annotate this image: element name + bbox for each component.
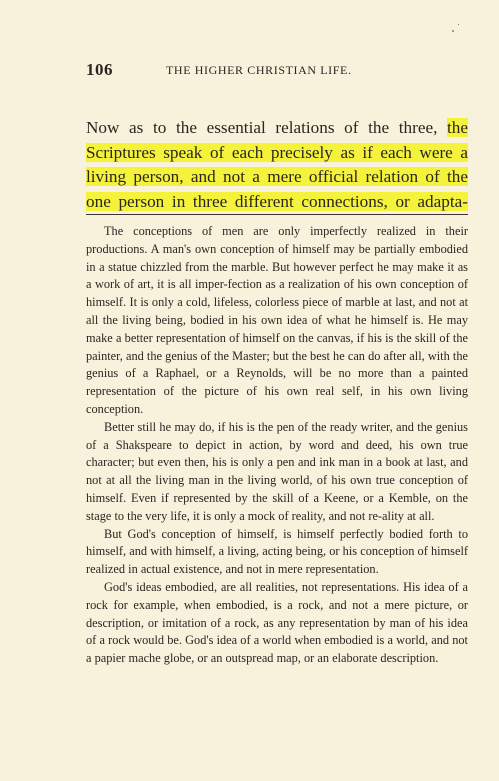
ink-speck	[458, 24, 459, 25]
divider-rule	[86, 214, 468, 215]
excerpt-line	[86, 165, 468, 190]
highlighted-text[interactable]: living person, and not a mere official relation of the	[86, 167, 468, 186]
page-header	[86, 60, 441, 82]
highlighted-text[interactable]: the	[447, 118, 468, 137]
highlighted-text[interactable]: Scriptures speak of each precisely as if each were a	[86, 142, 468, 162]
body-text	[86, 223, 468, 668]
excerpt-line	[86, 116, 468, 141]
paragraph: God's ideas embodied, are all realities, not representations. His idea of a rock for example, when embodied, is a rock, and not a mere picture, or description, or imitation of a rock, as any representation by man of his idea of a rock would be. God's idea of a world when embodied is a world, and not a papier mache globe, or an outspread map, or an elaborate description.	[86, 579, 468, 666]
page-number: 106	[86, 60, 113, 79]
paragraph: Better still he may do, if his is the pen of the ready writer, and the genius of a Shakspeare to depict in action, by word and deed, his own true character; but even then, his is only a pen and ink man in a book at last, and not at all the living man in the living world, of his own true conception of himself. Even if represented by the skill of a Keene, or a Kemble, on the stage to the very life, it is only a mock of reality, and not re-ality at all.	[86, 419, 468, 523]
highlighted-excerpt	[86, 116, 468, 214]
highlighted-text[interactable]: one person in three different connections, or adapta-	[86, 191, 468, 211]
ink-speck	[452, 30, 454, 32]
paragraph: The conceptions of men are only imperfectly realized in their productions. A man's own conception of himself may be partially embodied in a statue chizzled from the marble. But however perfect he may make it as a work of art, it is all imper-fection as a realization of his own conception of himself. It is only a cold, lifeless, colorless piece of marble at last, and not at all the living being, bodied in his own idea of what he himself is. He may make a better representation of himself on the canvas, if his is the skill of the painter, and the genius of the Master; but the best he can do after all, with the genius of a Raphael, or a Reynolds, will be no more than a painted representation of the picture of his own real self, in his own living conception.	[86, 224, 468, 416]
excerpt-line	[86, 141, 468, 166]
excerpt-text: Now as to the essential relations of the three,	[86, 118, 447, 137]
excerpt-line	[86, 190, 468, 215]
running-title: THE HIGHER CHRISTIAN LIFE.	[166, 63, 352, 77]
paragraph: But God's conception of himself, is himself perfectly bodied forth to himself, and with himself, a living, acting being, or his conception of himself realized in actual existence, and not in mere representation.	[86, 526, 468, 577]
